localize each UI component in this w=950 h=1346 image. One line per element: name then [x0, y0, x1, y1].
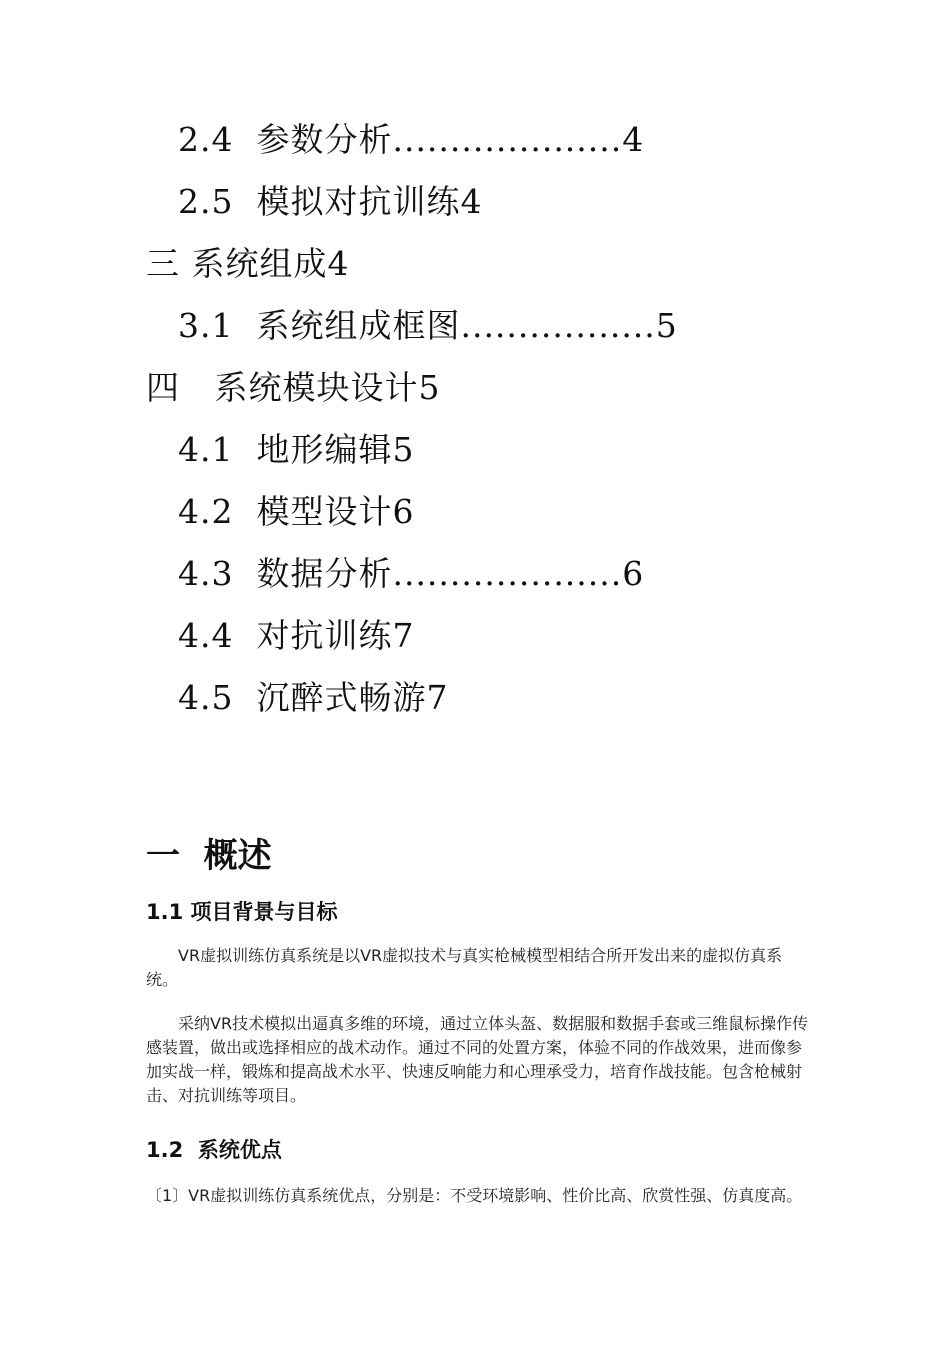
toc-entry-4-2[interactable]: 4.2 模型设计6 — [178, 492, 415, 531]
section-1-2-paragraph-1: 〔1〕VR虚拟训练仿真系统优点，分别是：不受环境影响、性价比高、欣赏性强、仿真度高。 — [146, 1186, 803, 1205]
section-1-1-paragraph-1: VR虚拟训练仿真系统是以VR虚拟技术与真实枪械模型相结合所开发出来的虚拟仿真系统。 — [146, 946, 783, 989]
toc-entry-4-5[interactable]: 4.5 沉醉式畅游7 — [178, 678, 449, 717]
toc-entry-4-4[interactable]: 4.4 对抗训练7 — [178, 616, 415, 655]
section-1-1-paragraph-2: 采纳VR技术模拟出逼真多维的环境，通过立体头盔、数据服和数据手套或三维鼠标操作传感装置，做出或选择相应的战术动作。通过不同的处置方案，体验不同的作战效果，进而像参加实战一样，锻炼和提高战术水平、快速反响能力和心理承受力，培育作战技能。包含枪械射击、对抗训练等项目。 — [146, 1014, 809, 1105]
toc-entry-4-3[interactable]: 4.3 数据分析....................6 — [178, 554, 645, 593]
toc-entry-3[interactable]: 三 系统组成4 — [146, 244, 350, 283]
section-1-heading: 一 概述 — [146, 836, 272, 876]
section-1-1-heading: 1.1 项目背景与目标 — [146, 900, 338, 924]
toc-entry-4-1[interactable]: 4.1 地形编辑5 — [178, 430, 415, 469]
toc-entry-4[interactable]: 四 系统模块设计5 — [146, 368, 441, 407]
toc-entry-2-4[interactable]: 2.4 参数分析....................4 — [178, 120, 645, 159]
section-1-2-heading: 1.2 系统优点 — [146, 1138, 282, 1162]
toc-entry-2-5[interactable]: 2.5 模拟对抗训练4 — [178, 182, 483, 221]
toc-entry-3-1[interactable]: 3.1 系统组成框图.................5 — [178, 306, 678, 345]
